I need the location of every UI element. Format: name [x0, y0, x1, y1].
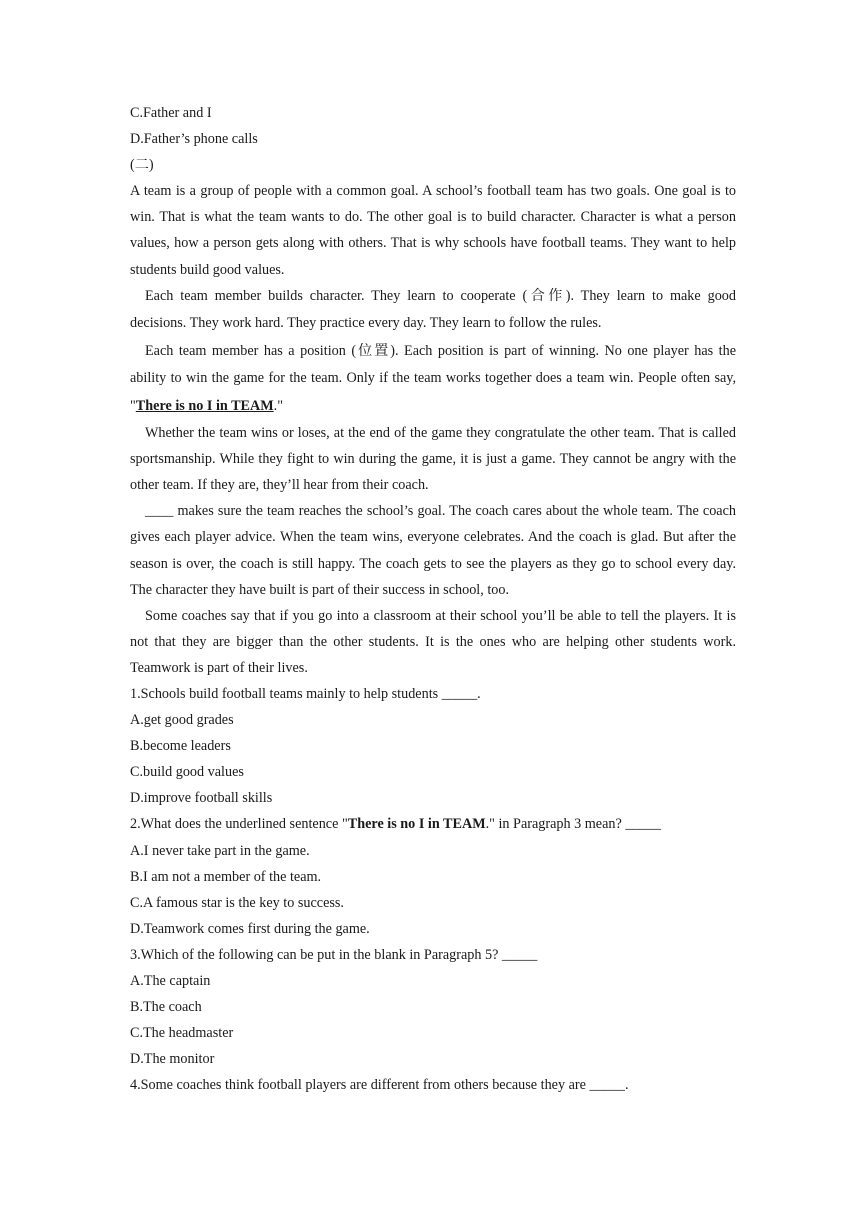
question-2-option-b: B.I am not a member of the team. [130, 868, 322, 885]
prev-option-d: D.Father’s phone calls [130, 131, 258, 148]
question-3-option-c: C.The headmaster [130, 1025, 234, 1042]
question-1-option-b: B.become leaders [130, 738, 231, 755]
passage-paragraph-3-text: Each team member has a position (位置). Each position is part of winning. No one player has the ability to win the game for the team. Only if the team works together does a team win. People often say, " [130, 342, 736, 414]
question-2-option-c: C.A famous star is the key to success. [130, 894, 344, 911]
question-2-option-a: A.I never take part in the game. [130, 842, 310, 859]
question-2-stem [130, 811, 736, 837]
prev-option-c: C.Father and I [130, 105, 212, 121]
question-4-stem: 4.Some coaches think football players are different from others because they are _____. [130, 1077, 629, 1094]
question-2-option-d: D.Teamwork comes first during the game. [130, 920, 370, 937]
question-3-option-b: B.The coach [130, 999, 202, 1016]
question-2-quoted-sentence: There is no I in TEAM [347, 816, 486, 833]
document-page [130, 100, 736, 1099]
passage-paragraph-2: Each team member builds character. They learn to cooperate (合作). They learn to make good decisions. They work hard. They practice every day. They learn to follow the rules. [130, 287, 736, 332]
underlined-sentence: There is no I in TEAM [135, 397, 274, 414]
passage-paragraph-1: A team is a group of people with a common goal. A school’s football team has two goals. One goal is to win. That is what the team wants to do. The other goal is to build character. Character is what a person values, how a person gets along with others. That is why schools have football teams. They want to help students build good values. [130, 183, 736, 278]
question-2-stem-text: 2.What does the underlined sentence " [130, 816, 348, 833]
question-3-option-a: A.The captain [130, 973, 211, 990]
question-2-stem-end: ." in Paragraph 3 mean? _____ [485, 816, 661, 833]
passage-paragraph-6: Some coaches say that if you go into a classroom at their school you’ll be able to tell the players. It is not that they are bigger than the other students. It is the ones who are helping other students work. Teamwork is part of their lives. [130, 607, 736, 676]
section-label: (二) [130, 157, 154, 174]
question-1-option-d: D.improve football skills [130, 790, 273, 807]
question-1-stem: 1.Schools build football teams mainly to help students _____. [130, 686, 481, 702]
passage-paragraph-4: Whether the team wins or loses, at the end of the game they congratulate the other team. That is called sportsmanship. While they fight to win during the game, it is just a game. They cannot be angry with the other team. If they are, they’ll hear from their coach. [130, 425, 736, 494]
question-1-option-a: A.get good grades [130, 712, 234, 729]
question-3-stem: 3.Which of the following can be put in the blank in Paragraph 5? _____ [130, 946, 538, 963]
passage-paragraph-3-end: ." [273, 397, 283, 414]
passage-paragraph-3 [130, 338, 736, 420]
question-1-option-c: C.build good values [130, 764, 244, 781]
passage-paragraph-5: ____ makes sure the team reaches the school’s goal. The coach cares about the whole team. The coach gives each player advice. When the team wins, everyone celebrates. And the coach is glad. But after the season is over, the coach is still happy. The coach gets to see the players as they go to school every day. The character they have built is part of their success in school, too. [130, 503, 736, 598]
question-3-option-d: D.The monitor [130, 1051, 215, 1068]
